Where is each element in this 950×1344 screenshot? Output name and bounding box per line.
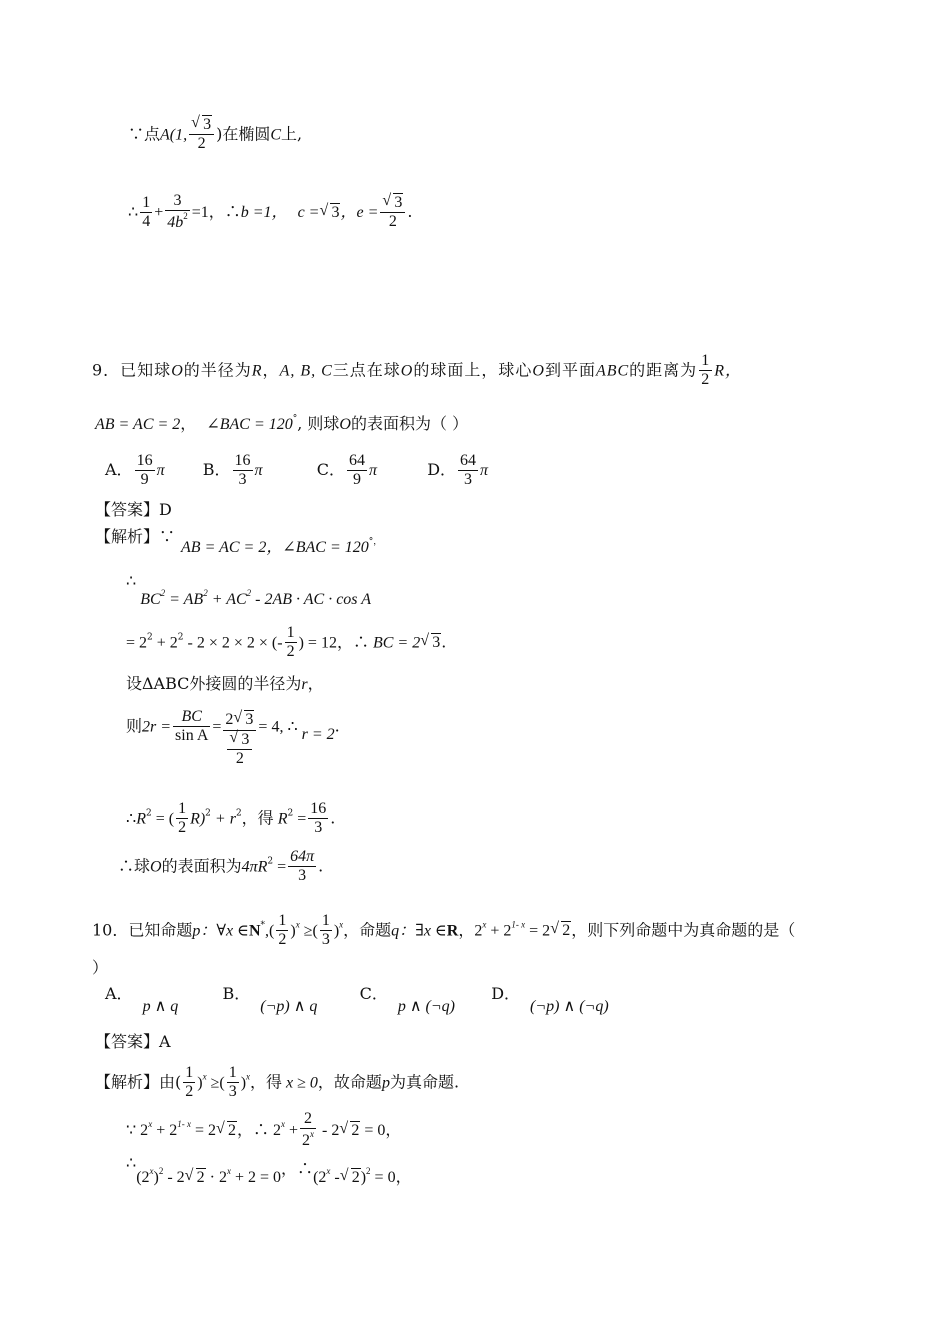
q9-stem-line-1: 9．已知球O的半径为R，A, B, C三点在球O的球面上，球心O到平面ABC的距离为 $\frac{1}{2}$ R， [92, 352, 742, 389]
q9-analysis-line-6: $\therefore R^2$ = ( $\frac{1}{2}$ $R)^2 + r^2$，得 $R^2$ = $\frac{16}{3}$ . [126, 800, 336, 837]
fraction: √ $\frac{3}{2}$ [189, 116, 214, 154]
q10-analysis-line-3: $\therefore(2^x)^2 - 2√$ $2 \cdot 2^x + 2 = 0$，∴(2$^x$ -√ 2)$^2$ = 0， [126, 1158, 412, 1179]
q10-options [105, 984, 609, 1015]
q10-analysis-line-2: ∵ $2^x + 2^{1- x} = 2√$ 2，∴ $2^x$ + $\frac{2}{2^x}$ - 2√ 2 = 0， [126, 1110, 401, 1151]
q9-analysis-line-7: ∴球O的表面积为$4\pi R^2$ = $\frac{64\pi}{3}$ . [118, 848, 324, 885]
q10-option-b: B．(¬p) ∧ q [222, 984, 318, 1015]
q9-analysis-line-5: 则2r = $\frac{BC}{\text{sin A}}$ = 2√ 3 √ $\frac{3}{2}$ = 4, ∴ r = 2. [126, 708, 340, 769]
fraction: $\frac{3}{4b^2}$ [167, 192, 188, 232]
fraction: $\frac{1}{4}$ [142, 193, 151, 230]
q9-analysis-line-4: 设ΔABC外接圆的半径为r， [126, 674, 324, 693]
q10-option-d: D．(¬p) ∧ (¬q) [491, 984, 609, 1015]
q9-analysis-line-3: = $2^2 + 2^2 - 2 \times 2 \times 2$ × (- $\frac{1}{2}$ ) = 12，∴ BC = 2√ 3. [126, 624, 446, 662]
q9-option-b: B． $\frac{16}{3}$ π [202, 452, 263, 489]
top-line-1: ∵点A(1, √ $\frac{3}{2}$ )在椭圆C上, [128, 116, 302, 154]
q9-option-a: A． $\frac{16}{9}$ π [105, 452, 165, 489]
top-line-2: ∴ $\frac{1}{4}$ + $\frac{3}{4b^2}$ =1，∴b =1， c =√ 3，e = √ $\frac{3}{2}$ . [128, 192, 412, 233]
q9-options [105, 452, 488, 490]
q10-option-c: C．p ∧ (¬q) [359, 984, 456, 1015]
q9-stem-line-2: AB = AC = 2， ∠BAC = 120°, 则球O的表面积为（ ） [95, 414, 469, 433]
fraction: $\frac{1}{2}$ [701, 352, 711, 389]
fraction: √ $\frac{3}{2}$ [380, 194, 405, 232]
q9-analysis-line-1: 【解析】∵AB = AC = 2，∠BAC = 120°， [95, 527, 383, 556]
q10-stem-line-2: ） [92, 958, 109, 977]
q10-option-a: A．p ∧ q [105, 984, 179, 1015]
q9-option-c: C． $\frac{64}{9}$ π [316, 452, 377, 489]
q9-answer: 【答案】D [95, 500, 172, 519]
q9-option-d: D． $\frac{64}{3}$ π [427, 452, 489, 489]
q10-analysis-line-1: 【解析】由( $\frac{1}{2}$ )$^x$ ≥( $\frac{1}{3}$ )$^x$，得 x ≥ 0，故命题p为真命题. [95, 1064, 460, 1101]
q10-stem-line-1: 10．已知命题p：∀x ∈N*,( $\frac{1}{2}$ )$^x$ ≥( $\frac{1}{3}$ )$^x$，命题q：∃x ∈R，$2^x + 2^{1- x} = 2√$ 2，则下列命题中为真命题的是（ [92, 912, 795, 950]
q10-answer: 【答案】A [95, 1032, 171, 1051]
q9-analysis-line-2: $\therefore BC^2 = AB^2 + AC^2 - 2AB$ · AC · cos A [126, 571, 371, 608]
